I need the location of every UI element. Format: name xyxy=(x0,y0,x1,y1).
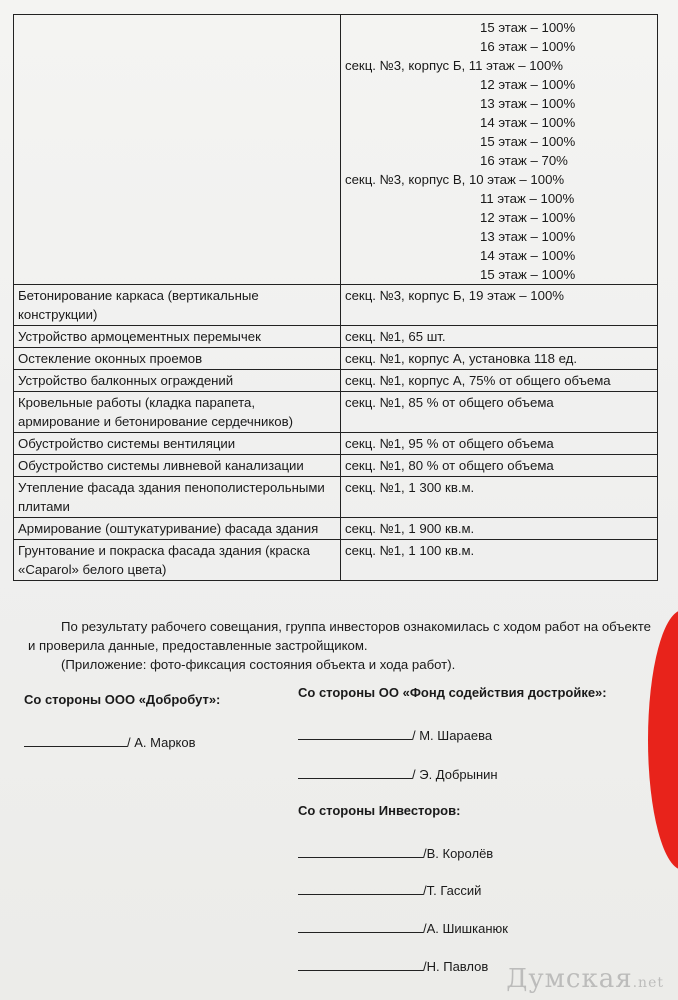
status-cell: секц. №1, 95 % от общего объема xyxy=(341,433,658,455)
table-row xyxy=(14,518,658,540)
site-watermark: Думская.net xyxy=(506,964,664,994)
status-line: секц. №3, корпус Б, 11 этаж – 100% xyxy=(345,58,564,73)
signature-blank xyxy=(298,764,412,779)
signature-blank xyxy=(298,918,423,933)
signature-line xyxy=(298,843,493,861)
signature-line xyxy=(24,732,196,750)
table-row xyxy=(14,455,658,477)
signature-line xyxy=(298,764,498,782)
signature-line xyxy=(298,725,492,743)
signature-line xyxy=(298,880,481,898)
signatory-name: /Т. Гассий xyxy=(423,883,482,898)
signature-blank xyxy=(298,956,423,971)
summary-text: По результату рабочего совещания, группа инвесторов ознакомилась с ходом работ на объекте и проверила данные, предоставленные застройщиком. xyxy=(28,619,652,653)
status-cell: секц. №3, корпус Б, 19 этаж – 100% xyxy=(341,285,658,326)
table-row xyxy=(14,370,658,392)
work-cell: Обустройство системы вентиляции xyxy=(14,433,341,455)
investors-heading: Со стороны Инвесторов: xyxy=(298,803,461,818)
signatory-name: / М. Шараева xyxy=(412,728,493,743)
status-line: 16 этаж – 70% xyxy=(480,153,568,168)
signature-blank xyxy=(24,732,127,747)
signature-blank xyxy=(298,880,423,895)
status-line: 13 этаж – 100% xyxy=(480,229,576,244)
status-line: 14 этаж – 100% xyxy=(480,115,576,130)
work-cell: Утепление фасада здания пенополистерольными плитами xyxy=(14,477,341,518)
signatory-name: /А. Шишканюк xyxy=(423,921,508,936)
work-cell xyxy=(14,15,341,285)
table-row xyxy=(14,477,658,518)
signature-blank xyxy=(298,725,412,740)
signatory-name: /В. Королёв xyxy=(423,846,494,861)
status-line: 16 этаж – 100% xyxy=(480,39,576,54)
status-cell: секц. №1, 80 % от общего объема xyxy=(341,455,658,477)
work-cell: Грунтование и покраска фасада здания (краска «Caparol» белого цвета) xyxy=(14,540,341,581)
status-cell: секц. №1, 1 300 кв.м. xyxy=(341,477,658,518)
signature-line xyxy=(298,918,508,936)
status-cell: секц. №1, корпус А, 75% от общего объема xyxy=(341,370,658,392)
attachment-note: (Приложение: фото-фиксация состояния объекта и хода работ). xyxy=(61,657,456,672)
signatory-name: / А. Марков xyxy=(127,735,196,750)
table-row xyxy=(14,433,658,455)
table-row xyxy=(14,392,658,433)
status-cell: секц. №1, 1 100 кв.м. xyxy=(341,540,658,581)
work-cell: Обустройство системы ливневой канализации xyxy=(14,455,341,477)
work-cell: Кровельные работы (кладка парапета, армирование и бетонирование сердечников) xyxy=(14,392,341,433)
work-cell: Армирование (оштукатуривание) фасада здания xyxy=(14,518,341,540)
fund-heading: Со стороны ОО «Фонд содействия достройке»: xyxy=(298,685,607,700)
table-row xyxy=(14,348,658,370)
work-cell: Остекление оконных проемов xyxy=(14,348,341,370)
meeting-summary xyxy=(28,617,658,674)
table-row xyxy=(14,540,658,581)
status-line: 15 этаж – 100% xyxy=(480,20,576,35)
table-row xyxy=(14,326,658,348)
status-line: 12 этаж – 100% xyxy=(480,210,576,225)
signature-blank xyxy=(298,843,423,858)
dobrobut-heading: Со стороны ООО «Добробут»: xyxy=(24,692,221,707)
signatory-name: / Э. Добрынин xyxy=(412,767,498,782)
status-cell: секц. №1, 1 900 кв.м. xyxy=(341,518,658,540)
works-table xyxy=(13,14,658,581)
status-line: 15 этаж – 100% xyxy=(480,267,576,282)
status-line: 12 этаж – 100% xyxy=(480,77,576,92)
status-line: 11 этаж – 100% xyxy=(480,191,575,206)
table-row xyxy=(14,285,658,326)
status-cell xyxy=(341,15,658,285)
work-cell: Устройство армоцементных перемычек xyxy=(14,326,341,348)
work-cell: Устройство балконных ограждений xyxy=(14,370,341,392)
status-line: 14 этаж – 100% xyxy=(480,248,576,263)
status-cell: секц. №1, корпус А, установка 118 ед. xyxy=(341,348,658,370)
work-cell: Бетонирование каркаса (вертикальные конструкции) xyxy=(14,285,341,326)
status-cell: секц. №1, 85 % от общего объема xyxy=(341,392,658,433)
status-line: 13 этаж – 100% xyxy=(480,96,576,111)
table-row xyxy=(14,15,658,285)
signatory-name: /Н. Павлов xyxy=(423,959,489,974)
signature-line xyxy=(298,956,488,974)
status-cell: секц. №1, 65 шт. xyxy=(341,326,658,348)
status-line: 15 этаж – 100% xyxy=(480,134,576,149)
status-line: секц. №3, корпус В, 10 этаж – 100% xyxy=(345,172,565,187)
